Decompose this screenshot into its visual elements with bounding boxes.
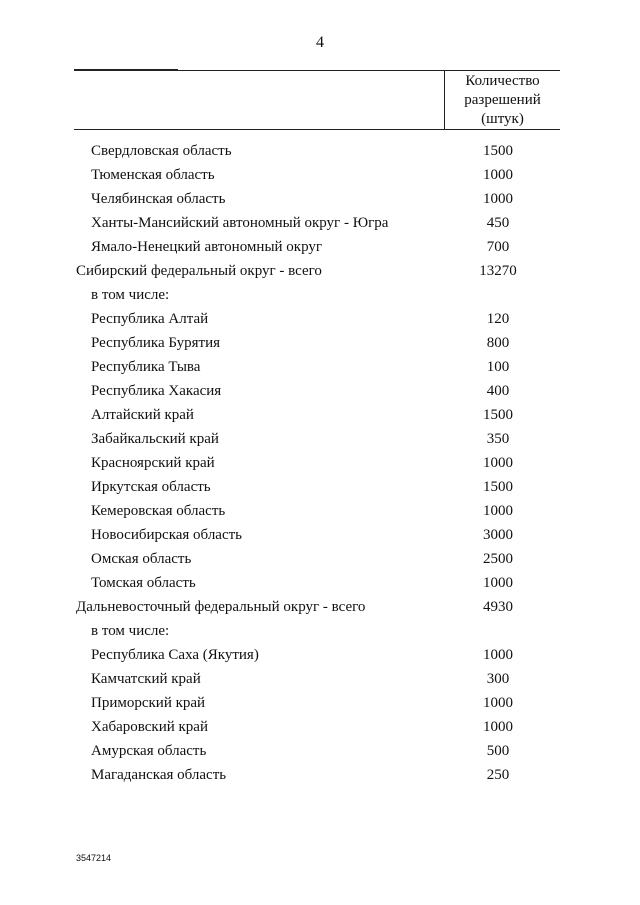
region-name: Дальневосточный федеральный округ - всего <box>76 599 366 615</box>
region-name: Омская область <box>91 551 192 567</box>
region-name: в том числе: <box>91 287 170 303</box>
column-header-quantity <box>445 72 560 129</box>
permit-count: 1000 <box>483 719 513 735</box>
permit-count: 700 <box>486 239 510 255</box>
table-row <box>0 379 640 403</box>
permit-count: 13270 <box>479 263 517 279</box>
permit-count: 250 <box>486 767 510 783</box>
table-row <box>0 667 640 691</box>
permit-count: 1000 <box>483 647 513 663</box>
region-name: Ямало-Ненецкий автономный округ <box>91 239 323 255</box>
table-row <box>0 307 640 331</box>
permit-count: 100 <box>486 359 510 375</box>
region-name: Республика Алтай <box>91 311 209 327</box>
region-name: Республика Хакасия <box>91 383 222 399</box>
region-name: Камчатский край <box>91 671 201 687</box>
region-name: в том числе: <box>91 623 170 639</box>
region-name: Забайкальский край <box>91 431 219 447</box>
region-name: Ханты-Мансийский автономный округ - Югра <box>91 215 389 231</box>
region-name: Тюменская область <box>91 167 215 183</box>
table-body <box>0 139 640 787</box>
region-name: Новосибирская область <box>91 527 243 543</box>
column-header-line-1: Количество <box>465 73 540 89</box>
region-name: Свердловская область <box>91 143 232 159</box>
region-name: Республика Саха (Якутия) <box>91 647 259 663</box>
permit-count: 1500 <box>483 479 513 495</box>
permit-count: 1500 <box>483 407 513 423</box>
permit-count: 1000 <box>483 167 513 183</box>
table-row <box>0 475 640 499</box>
permit-count: 1000 <box>483 695 513 711</box>
document-code: 3547214 <box>76 853 112 863</box>
table-row <box>0 499 640 523</box>
column-header-line-3: (штук) <box>481 111 524 127</box>
table-row <box>0 739 640 763</box>
table-row <box>0 715 640 739</box>
page-number: 4 <box>316 34 324 51</box>
region-name: Республика Тыва <box>91 359 201 375</box>
header-rule-bottom <box>74 129 560 130</box>
table-row <box>0 355 640 379</box>
table-row <box>0 619 640 643</box>
table-row <box>0 571 640 595</box>
table-row <box>0 523 640 547</box>
permit-count: 1000 <box>483 455 513 471</box>
region-name: Сибирский федеральный округ - всего <box>76 263 322 279</box>
region-name: Алтайский край <box>91 407 194 423</box>
permit-count: 800 <box>486 335 510 351</box>
region-name: Иркутская область <box>91 479 211 495</box>
table-row <box>0 187 640 211</box>
table-row <box>0 763 640 787</box>
table-row <box>0 403 640 427</box>
region-name: Красноярский край <box>91 455 215 471</box>
permit-count: 500 <box>486 743 510 759</box>
table-row <box>0 451 640 475</box>
region-name: Магаданская область <box>91 767 227 783</box>
table-row <box>0 163 640 187</box>
permit-count: 1000 <box>483 503 513 519</box>
table-row <box>0 283 640 307</box>
table-row-district-total <box>0 259 640 283</box>
region-name: Томская область <box>91 575 196 591</box>
permit-count: 300 <box>486 671 510 687</box>
table-row <box>0 235 640 259</box>
column-header-line-2: разрешений <box>464 92 541 108</box>
table-row <box>0 331 640 355</box>
region-name: Кемеровская область <box>91 503 226 519</box>
region-name: Челябинская область <box>91 191 226 207</box>
header-rule-top <box>74 70 560 71</box>
table-row <box>0 547 640 571</box>
table-row <box>0 427 640 451</box>
permit-count: 3000 <box>483 527 513 543</box>
region-name: Республика Бурятия <box>91 335 221 351</box>
table-row <box>0 211 640 235</box>
permit-count: 450 <box>486 215 510 231</box>
region-name: Хабаровский край <box>91 719 208 735</box>
table-row <box>0 643 640 667</box>
table-row-district-total <box>0 595 640 619</box>
permit-count: 1500 <box>483 143 513 159</box>
permit-count: 120 <box>486 311 510 327</box>
permit-count: 400 <box>486 383 510 399</box>
table-row <box>0 139 640 163</box>
region-name: Амурская область <box>91 743 207 759</box>
permit-count: 4930 <box>483 599 513 615</box>
permit-count: 1000 <box>483 191 513 207</box>
region-name: Приморский край <box>91 695 206 711</box>
permit-count: 1000 <box>483 575 513 591</box>
permit-count: 350 <box>486 431 510 447</box>
table-row <box>0 691 640 715</box>
permit-count: 2500 <box>483 551 513 567</box>
